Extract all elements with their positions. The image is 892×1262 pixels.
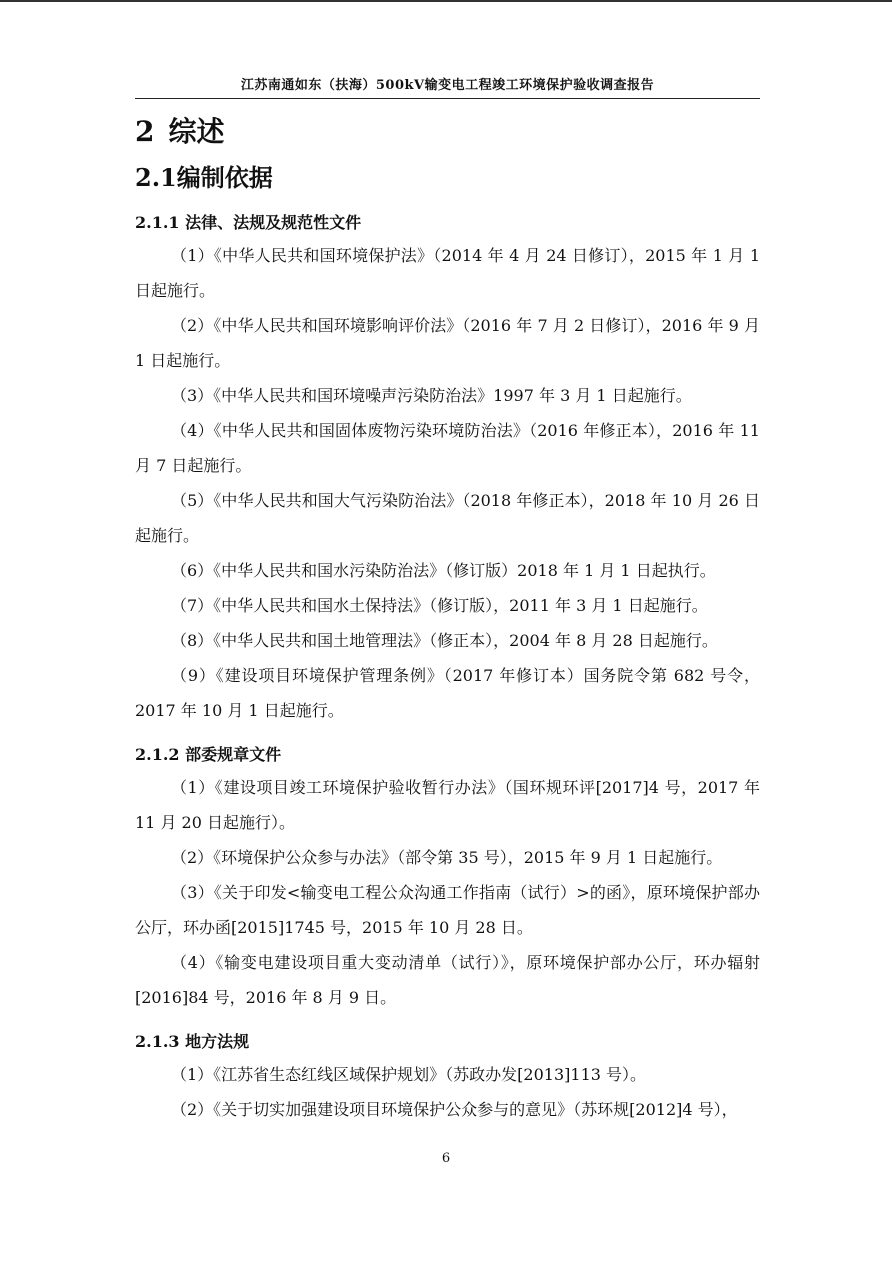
list-item: （4）《中华人民共和国固体废物污染环境防治法》（2016 年修正本），2016 年 11 月 7 日起施行。 [135,421,760,475]
list-item: （1）《建设项目竣工环境保护验收暂行办法》（国环规环评[2017]4 号，2017 年 11 月 20 日起施行）。 [135,778,760,832]
subsection-heading: 2.1.2 部委规章文件 [135,745,282,764]
section-spacer [135,1015,760,1023]
list-item: （3）《中华人民共和国环境噪声污染防治法》1997 年 3 月 1 日起施行。 [171,386,692,405]
running-header: 江苏南通如东（扶海）500kV输变电工程竣工环境保护验收调查报告 [240,78,655,93]
page-number: 6 [441,1151,451,1166]
section-heading: 2.1编制依据 [135,163,273,192]
list-item: （2）《环境保护公众参与办法》（部令第 35 号），2015 年 9 月 1 日起施行。 [171,848,723,867]
list-item: （4）《输变电建设项目重大变动清单（试行）》，原环境保护部办公厅，环办辐射[2016]84 号，2016 年 8 月 9 日。 [135,953,760,1007]
list-item: （6）《中华人民共和国水污染防治法》（修订版）2018 年 1 月 1 日起执行。 [171,561,716,580]
page-body [135,108,760,1127]
subsection-heading: 2.1.3 地方法规 [135,1032,250,1051]
header-rule [135,98,760,99]
list-item: （1）《中华人民共和国环境保护法》（2014 年 4 月 24 日修订），2015 年 1 月 1 日起施行。 [135,246,760,300]
subsection-heading: 2.1.1 法律、法规及规范性文件 [135,213,362,232]
list-item: （8）《中华人民共和国土地管理法》（修正本），2004 年 8 月 28 日起施行。 [171,631,718,650]
section-spacer [135,728,760,736]
list-item: （2）《中华人民共和国环境影响评价法》（2016 年 7 月 2 日修订），2016 年 9 月 1 日起施行。 [135,316,760,370]
list-item: （1）《江苏省生态红线区域保护规划》（苏政办发[2013]113 号）。 [171,1065,647,1084]
list-item: （3）《关于印发<输变电工程公众沟通工作指南（试行）>的函》，原环境保护部办公厅，环办函[2015]1745 号，2015 年 10 月 28 日。 [135,883,760,937]
top-border [0,0,892,2]
chapter-heading [135,108,760,156]
chapter-number: 2 [135,115,155,148]
list-item: （2）《关于切实加强建设项目环境保护公众参与的意见》（苏环规[2012]4 号）， [171,1100,738,1119]
list-item: （9）《建设项目环境保护管理条例》（2017 年修订本）国务院令第 682 号令，2017 年 10 月 1 日起施行。 [135,666,760,720]
list-item: （7）《中华人民共和国水土保持法》（修订版），2011 年 3 月 1 日起施行。 [171,596,708,615]
chapter-title: 综述 [168,115,225,148]
list-item: （5）《中华人民共和国大气污染防治法》（2018 年修正本），2018 年 10 月 26 日起施行。 [135,491,760,545]
